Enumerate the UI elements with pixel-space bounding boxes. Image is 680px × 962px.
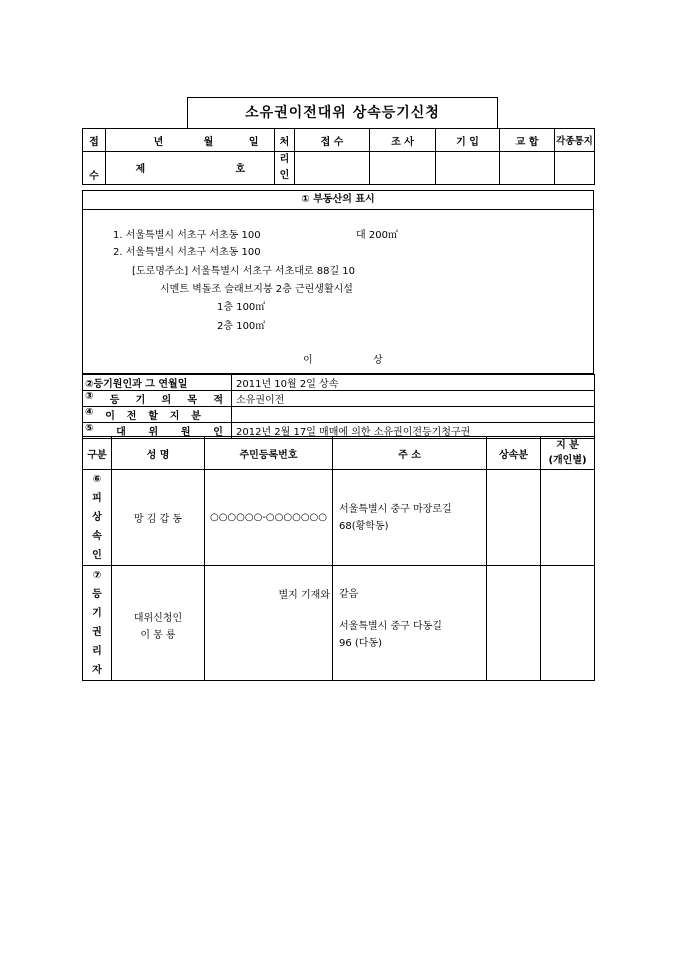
property-land-area: 대 200㎡ (356, 230, 398, 241)
claimant-address-line2: 서울특별시 중구 다동길 (339, 621, 442, 632)
verification-stamp-cell (500, 152, 555, 185)
claimant-address (333, 566, 487, 681)
heir-name: 망 김 갑 동 (112, 470, 205, 566)
number-prefix: 제 (134, 152, 184, 185)
entry-stamp-cell (436, 152, 500, 185)
col-reception: 접 수 (295, 129, 370, 152)
col-verification: 교 합 (500, 129, 555, 152)
header-id-number: 주민등록번호 (205, 437, 333, 470)
heir-label-c1: 피 (92, 493, 102, 504)
month-label: 월 (184, 129, 234, 152)
reception-label-bottom: 수 (83, 152, 106, 185)
claimant-id-number: 별지 기재와 (205, 566, 333, 681)
end-marker-left: 이 (303, 355, 313, 366)
heir-share-cell (541, 470, 595, 566)
cause-label: ②등기원인과 그 연월일 (83, 375, 232, 391)
property-line-1: 1. 서울특별시 서초구 서초동 100 (113, 230, 261, 241)
property-floor-2: 2층 100㎡ (217, 321, 266, 332)
header-share (541, 437, 595, 470)
processing-label-rest (275, 152, 295, 185)
subrogation-label-c1: 대 (116, 427, 126, 438)
heir-id-number: ○○○○○○-○○○○○○○ (205, 470, 333, 566)
year-label: 년 (134, 129, 184, 152)
claimant-label-c4: 리 (92, 646, 102, 657)
share-label-c1: 이 (105, 411, 115, 422)
subrogation-label-c2: 위 (148, 427, 159, 438)
claimant-label (83, 566, 112, 681)
number-suffix: 호 (234, 152, 275, 185)
claimant-label-c1: 등 (92, 589, 102, 600)
heir-address-line2: 68(황학동) (339, 520, 389, 532)
claimant-label-c0: ⑦ (92, 570, 102, 581)
subrogation-label-c4: 인 (213, 427, 223, 438)
header-type: 구분 (83, 437, 112, 470)
header-share-bottom: (개인별) (548, 455, 587, 466)
claimant-label-c2: 기 (92, 608, 102, 619)
purpose-label (83, 391, 232, 407)
heir-label-c3: 속 (92, 531, 102, 542)
investigation-stamp-cell (370, 152, 436, 185)
reception-stamp-cell (295, 152, 370, 185)
heir-address-line1: 서울특별시 중구 마장로길 (339, 503, 452, 515)
reception-label: 접 (83, 129, 106, 152)
share-label-c5: 분 (191, 411, 201, 422)
property-floor-1: 1층 100㎡ (217, 302, 266, 313)
header-inheritance-share: 상속분 (487, 437, 541, 470)
claimant-address-line1: 같음 (339, 589, 359, 600)
share-label-c4: 지 (169, 411, 180, 422)
end-marker-right: 상 (373, 355, 383, 366)
share-label-c3: 할 (148, 411, 158, 422)
claimant-address-line3: 96 (다동) (339, 638, 383, 649)
claimant-name (112, 566, 205, 681)
subrogation-label-c3: 원 (180, 427, 191, 438)
heir-inheritance-cell (487, 470, 541, 566)
form-title: 소유권이전대위 상속등기신청 (187, 97, 498, 128)
share-label-c2: 전 (126, 411, 137, 422)
share-label (83, 407, 232, 423)
purpose-label-c4: 목 (187, 395, 198, 406)
reception-table (82, 128, 595, 185)
heir-label-c2: 상 (92, 512, 102, 523)
header-share-top: 지 분 (556, 440, 579, 451)
property-section-title: ① 부동산의 표시 (83, 191, 593, 210)
cause-value: 2011년 10월 2일 상속 (232, 375, 595, 391)
heir-label (83, 470, 112, 566)
claimant-name-line1: 대위신청인 (133, 613, 183, 624)
header-name: 성 명 (112, 437, 205, 470)
purpose-label-c3: 의 (161, 395, 172, 406)
notification-stamp-cell (555, 152, 595, 185)
heir-label-c4: 인 (92, 550, 102, 561)
day-label: 일 (234, 129, 275, 152)
claimant-label-c3: 권 (92, 627, 102, 638)
header-address: 주 소 (333, 437, 487, 470)
property-building-structure: 시멘트 벽돌조 슬래브지붕 2층 근린생활시설 (160, 284, 353, 295)
claimant-inheritance-cell (487, 566, 541, 681)
purpose-value: 소유권이전 (232, 391, 595, 407)
heir-address (333, 470, 487, 566)
subrogation-value: 2012년 2월 17일 매매에 의한 소유권이전등기청구권 (232, 423, 595, 439)
col-investigation: 조 사 (370, 129, 436, 152)
purpose-label-num: ③ (85, 391, 94, 402)
claimant-label-c5: 자 (92, 665, 102, 676)
col-entry: 기 입 (436, 129, 500, 152)
purpose-label-c1: 등 (109, 395, 120, 406)
purpose-label-c2: 기 (135, 395, 146, 406)
claimant-name-line2: 이 몽 룡 (140, 630, 176, 641)
purpose-label-c5: 적 (213, 395, 223, 406)
property-line-2: 2. 서울특별시 서초구 서초동 100 (113, 247, 261, 258)
heir-label-c0: ⑥ (92, 474, 102, 485)
subrogation-label-num: ⑤ (85, 423, 94, 434)
share-label-num: ④ (85, 407, 94, 418)
processing-label-3: 인 (279, 170, 290, 181)
registration-info-table (82, 374, 595, 439)
processing-label-2: 리 (279, 154, 290, 165)
claimant-share-cell (541, 566, 595, 681)
parties-table (82, 436, 595, 681)
share-value (232, 407, 595, 423)
processing-label-1: 처 (275, 129, 295, 152)
property-road-address: [도로명주소] 서울특별시 서초구 서초대로 88길 10 (132, 266, 356, 277)
col-notifications: 각종통지 (555, 129, 595, 152)
property-section (82, 190, 594, 374)
